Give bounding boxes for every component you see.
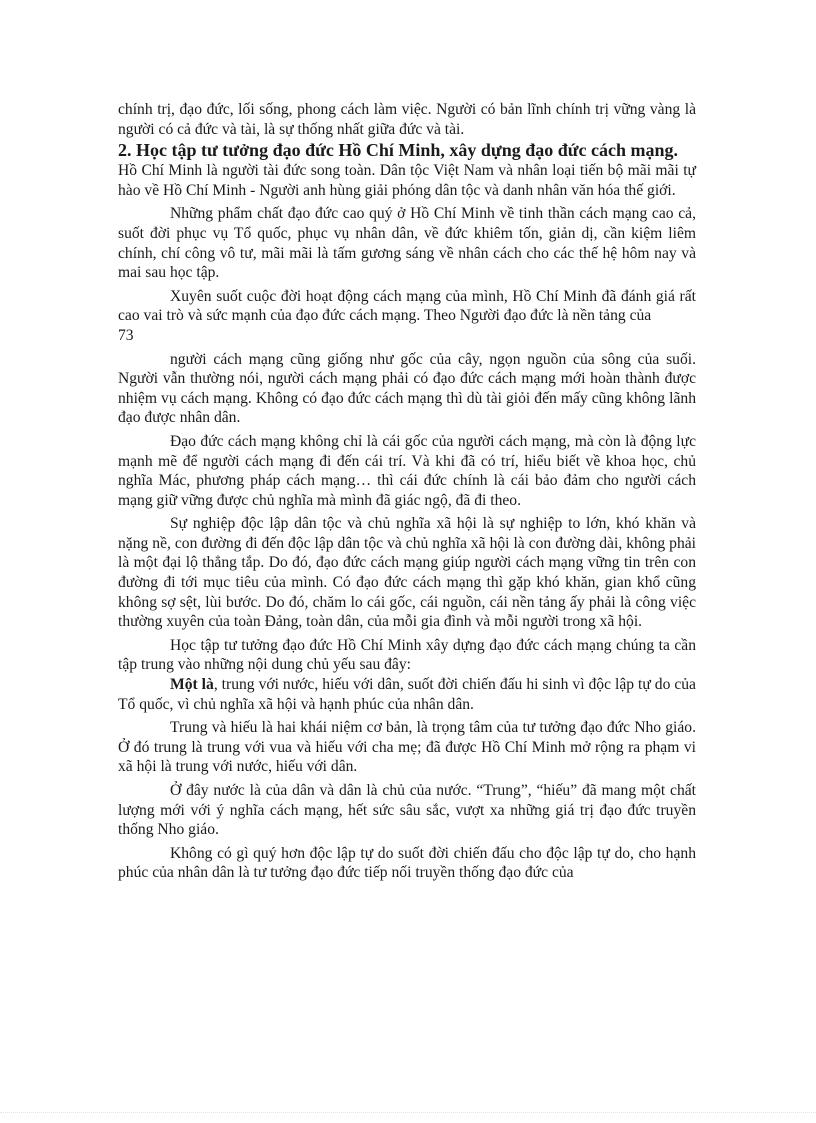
paragraph-11: Ở đây nước là của dân và dân là chủ của nước. “Trung”, “hiếu” đã mang một chất lượng mới với ý nghĩa cách mạng, hết sức sâu sắc, vượt xa những giá trị đạo đức truyền thống Nho giáo. <box>118 782 696 839</box>
paragraph-12: Không có gì quý hơn độc lập tự do suốt đời chiến đấu cho độc lập tự do, cho hạnh phúc của nhân dân là tư tưởng đạo đức tiếp nối truyền thống đạo đức của <box>118 844 696 882</box>
paragraph-6: Đạo đức cách mạng không chỉ là cái gốc của người cách mạng, mà còn là động lực mạnh mẽ để người cách mạng đi đến cái trí. Và khi đã có trí, hiểu biết về khoa học, chủ nghĩa Mác, phương pháp cách mạng… thì cái đức chính là cái bảo đảm cho người cách mạng giữ vững được chủ nghĩa mà mình đã giác ngộ, đã đi theo. <box>118 432 696 509</box>
paragraph-2: Hồ Chí Minh là người tài đức song toàn. Dân tộc Việt Nam và nhân loại tiến bộ mãi mãi tự hào về Hồ Chí Minh - Người anh hùng giải phóng dân tộc và danh nhân văn hóa thế giới. <box>118 162 696 199</box>
section-heading: 2. Học tập tư tưởng đạo đức Hồ Chí Minh, xây dựng đạo đức cách mạng. <box>118 140 679 161</box>
document-page <box>118 100 696 883</box>
paragraph-7: Sự nghiệp độc lập dân tộc và chủ nghĩa xã hội là sự nghiệp to lớn, khó khăn và nặng nề, con đường đi đến độc lập dân tộc và chủ nghĩa xã hội là con đường dài, không phải là một đại lộ thẳng tắp. Do đó, đạo đức cách mạng giúp người cách mạng vững tin trên con đường đi tới mục tiêu của mình. Có đạo đức cách mạng thì gặp khó khăn, gian khổ cũng không sợ sệt, lùi bước. Do đó, chăm lo cái gốc, cái nguồn, cái nền tảng ấy phải là công việc thường xuyên của toàn Đảng, toàn dân, của mỗi gia đình và mỗi người trong xã hội. <box>118 515 696 631</box>
page-number: 73 <box>118 326 134 344</box>
paragraph-1: chính trị, đạo đức, lối sống, phong cách làm việc. Người có bản lĩnh chính trị vững vàng là người có cả đức và tài, là sự thống nhất giữa đức và tài. <box>118 101 696 138</box>
paragraph-8: Học tập tư tưởng đạo đức Hồ Chí Minh xây dựng đạo đức cách mạng chúng ta cần tập trung vào những nội dung chủ yếu sau đây: <box>118 636 696 674</box>
paragraph-4: Xuyên suốt cuộc đời hoạt động cách mạng của mình, Hồ Chí Minh đã đánh giá rất cao vai trò và sức mạnh của đạo đức cách mạng. Theo Người đạo đức là nền tảng của <box>118 287 696 325</box>
paragraph-3: Những phẩm chất đạo đức cao quý ở Hồ Chí Minh về tinh thần cách mạng cao cả, suốt đời phục vụ Tổ quốc, phục vụ nhân dân, về đức khiêm tốn, giản dị, cần kiệm liêm chính, chí công vô tư, mãi mãi là tấm gương sáng về nhân cách cho các thế hệ hôm nay và mai sau học tập. <box>118 205 696 282</box>
paragraph-5: người cách mạng cũng giống như gốc của cây, ngọn nguồn của sông của suối. Người vẫn thường nói, người cách mạng phải có đạo đức cách mạng mới hoàn thành được nhiệm vụ cách mạng. Không có đạo đức cách mạng thì dù tài giỏi đến mấy cũng không lãnh đạo được nhân dân. <box>118 350 696 427</box>
paragraph-9 <box>118 675 696 714</box>
page-bottom-divider <box>0 1112 816 1113</box>
paragraph-9-lead: Một là <box>170 676 214 694</box>
paragraph-9-text: , trung với nước, hiếu với dân, suốt đời chiến đấu hi sinh vì độc lập tự do của Tổ quốc, vì chủ nghĩa xã hội và hạnh phúc của nhân dân. <box>118 676 696 713</box>
paragraph-10: Trung và hiếu là hai khái niệm cơ bản, là trọng tâm của tư tưởng đạo đức Nho giáo. Ở đó trung là trung với vua và hiếu với cha mẹ; đã được Hồ Chí Minh mở rộng ra phạm vi xã hội là trung với nước, hiếu với dân. <box>118 719 696 776</box>
